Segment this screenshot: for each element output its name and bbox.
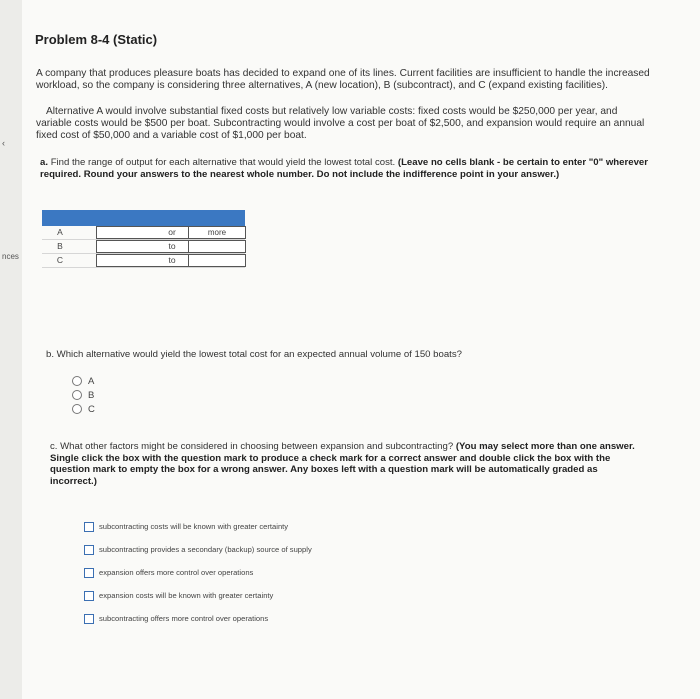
check-option-2[interactable] — [84, 538, 312, 561]
check-option-1[interactable] — [84, 515, 312, 538]
radio-label-a: A — [88, 375, 95, 387]
check-option-4[interactable] — [84, 584, 312, 607]
row-a-end-cell: more — [188, 226, 246, 239]
part-a-text: Find the range of output for each alternative that would yield the lowest total cost. — [50, 157, 396, 168]
radio-label-c: C — [88, 403, 95, 415]
intro-paragraph-1: A company that produces pleasure boats has decided to expand one of its lines. Current facilities are insufficient to handle the increased workload, so the company is considering three alternatives, A (new location), B (subcontract), and C (expand existing facilities). — [36, 68, 650, 92]
radio-circle-icon[interactable] — [72, 390, 82, 400]
radio-option-b[interactable] — [72, 388, 95, 402]
check-label-1: subcontracting costs will be known with greater certainty — [99, 522, 289, 531]
part-a-question — [40, 157, 650, 180]
radio-option-c[interactable] — [72, 402, 95, 416]
row-c-end-input[interactable] — [188, 254, 246, 267]
range-row-c — [42, 254, 245, 268]
row-c-separator: to — [168, 255, 176, 265]
check-label-2: subcontracting provides a secondary (backup) source of supply — [99, 545, 312, 554]
check-option-5[interactable] — [84, 607, 312, 630]
range-table-header — [42, 210, 245, 226]
left-panel-edge — [0, 0, 22, 699]
row-label-a: A — [57, 227, 63, 237]
checkbox-icon[interactable] — [84, 522, 94, 532]
checkbox-icon[interactable] — [84, 568, 94, 578]
row-a-separator: or — [168, 227, 176, 237]
check-option-3[interactable] — [84, 561, 312, 584]
check-label-3: expansion offers more control over operations — [99, 568, 254, 577]
part-b-options — [72, 374, 95, 416]
part-b-question: b. Which alternative would yield the lowest total cost for an expected annual volume of 150 boats? — [46, 349, 462, 360]
checkbox-icon[interactable] — [84, 545, 94, 555]
problem-title: Problem 8-4 (Static) — [35, 32, 158, 47]
part-a-instructions: (Leave no cells blank - be certain to enter "0" wherever required. Round your answers to the nearest whole number. Do not include the indifference point in your answer.) — [40, 157, 648, 180]
radio-option-a[interactable] — [72, 374, 95, 388]
radio-label-b: B — [88, 389, 95, 401]
row-b-separator: to — [168, 241, 176, 251]
intro-paragraph-2: Alternative A would involve substantial fixed costs but relatively low variable costs: fixed costs would be $250,000 per year, and variable costs would be $500 per boat. Subcontracting would involve a cost per boat of $2,500, and expansion would require an annual fixed cost of $50,000 and a variable cost of $1,000 per boat. — [36, 106, 645, 142]
range-row-b — [42, 240, 245, 254]
check-label-4: expansion costs will be known with greater certainty — [99, 591, 274, 600]
edge-glyph: ‹ — [2, 138, 5, 148]
row-label-c: C — [56, 255, 64, 265]
part-a-prefix: a. — [40, 157, 49, 168]
row-b-end-input[interactable] — [188, 240, 246, 253]
range-table — [42, 210, 245, 268]
edge-label: nces — [2, 252, 19, 261]
radio-circle-icon[interactable] — [72, 404, 82, 414]
radio-circle-icon[interactable] — [72, 376, 82, 386]
part-c-text: c. What other factors might be considered in choosing between expansion and subcontracting? — [50, 441, 454, 452]
range-row-a — [42, 226, 245, 240]
part-c-options — [84, 515, 312, 630]
row-label-b: B — [57, 241, 63, 251]
part-c-question — [50, 441, 640, 487]
checkbox-icon[interactable] — [84, 591, 94, 601]
part-c-instructions: (You may select more than one answer. Single click the box with the question mark to produce a check mark for a correct answer and double click the box with the question mark to empty the box for a wrong answer. Any boxes left with a question mark will be automatically graded as incorrect.) — [50, 441, 635, 487]
check-label-5: subcontracting offers more control over operations — [99, 614, 269, 623]
checkbox-icon[interactable] — [84, 614, 94, 624]
